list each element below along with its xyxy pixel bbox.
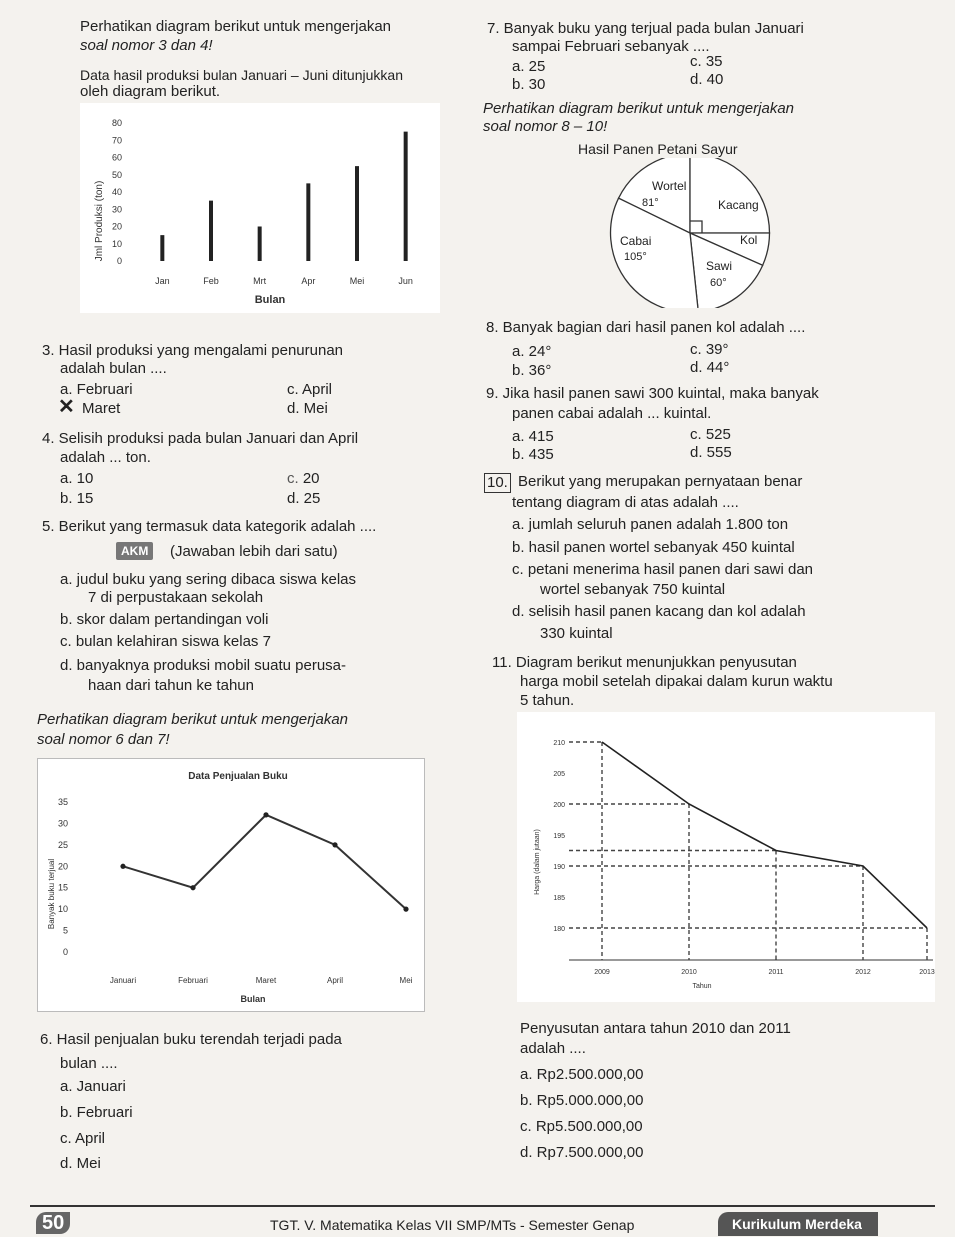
q3-line2: adalah bulan .... — [60, 360, 167, 377]
q5-option-a-line2: 7 di perpustakaan sekolah — [88, 589, 264, 606]
intro-q6-7-line1: Perhatikan diagram berikut untuk mengerjakan — [37, 711, 349, 728]
pie-label-sawi-deg: 60° — [710, 277, 727, 289]
sales-y-tick-label: 35 — [57, 797, 68, 807]
bar-y-tick-label: 60 — [111, 152, 122, 163]
q9-option-b[interactable]: b. 435 — [512, 446, 554, 463]
pie-label-wortel-deg: 81° — [642, 197, 659, 209]
q4-option-a[interactable]: a. 10 — [60, 470, 94, 487]
bar-y-tick-label: 30 — [111, 204, 122, 215]
car-depreciation-line-chart — [517, 712, 935, 1002]
car-x-tick-label: 2013 — [919, 969, 935, 976]
q5-line1: 5. Berikut yang termasuk data kategorik adalah .... — [42, 518, 377, 535]
sales-x-tick-label: Mei — [399, 976, 413, 985]
sales-series-line — [123, 815, 406, 909]
q11-after-line1: Penyusutan antara tahun 2010 dan 2011 — [520, 1020, 791, 1037]
production-bar — [258, 227, 262, 262]
q10-option-b[interactable]: b. hasil panen wortel sebanyak 450 kuintal — [512, 539, 795, 556]
bar-chart-ylabel: Jml Produksi (ton) — [94, 180, 105, 262]
intro-q3-4-line4: oleh diagram berikut. — [80, 83, 221, 100]
q10-option-a[interactable]: a. jumlah seluruh panen adalah 1.800 ton — [512, 516, 789, 533]
sales-x-tick-label: Maret — [255, 976, 277, 985]
footer-text: TGT. V. Matematika Kelas VII SMP/MTs - Semester Genap — [270, 1217, 635, 1233]
sales-data-point — [332, 842, 337, 847]
q4-option-c-value: 20 — [302, 470, 320, 487]
sales-y-tick-label: 10 — [57, 904, 68, 915]
car-chart-ylabel: Harga (dalam jutaan) — [534, 829, 541, 895]
bar-x-tick-label: Jan — [155, 276, 170, 286]
bar-y-tick-label: 80 — [111, 118, 122, 128]
bar-x-tick-label: Mei — [349, 276, 365, 286]
car-chart-xlabel: Tahun — [692, 983, 712, 990]
bar-x-tick-label: Mrt — [253, 276, 267, 286]
curriculum-badge: Kurikulum Merdeka — [718, 1212, 878, 1236]
q3-option-c[interactable]: c. April — [287, 381, 333, 398]
q10-option-d-line1[interactable]: d. selisih hasil panen kacang dan kol adalah — [512, 603, 806, 620]
q5-option-d-line2: haan dari tahun ke tahun — [88, 677, 254, 694]
q9-line1: 9. Jika hasil panen sawi 300 kuintal, maka banyak — [486, 385, 819, 402]
sales-y-tick-label: 25 — [57, 839, 68, 850]
q9-option-d[interactable]: d. 555 — [690, 444, 732, 461]
q5-option-b[interactable]: b. skor dalam pertandingan voli — [60, 611, 269, 628]
q6-line2: bulan .... — [60, 1055, 118, 1072]
q8-option-c[interactable]: c. 39° — [690, 341, 729, 358]
sales-x-tick-label: Februari — [178, 976, 208, 985]
pie-chart-svg — [600, 158, 780, 308]
q6-option-d[interactable]: d. Mei — [60, 1155, 101, 1172]
q5-option-d-line1[interactable]: d. banyaknya produksi mobil suatu perusa- — [60, 657, 346, 674]
q4-option-c[interactable] — [287, 470, 320, 488]
intro-q8-10-line2: soal nomor 8 – 10! — [483, 118, 608, 135]
pie-label-wortel: Wortel — [652, 179, 687, 193]
q10-option-c-line2: wortel sebanyak 750 kuintal — [540, 581, 726, 598]
sales-x-tick-label: Januari — [109, 976, 137, 985]
bar-x-tick-label: Apr — [301, 276, 316, 286]
intro-q3-4-line1: Perhatikan diagram berikut untuk mengerjakan — [80, 18, 392, 35]
q11-after-line2: adalah .... — [520, 1040, 586, 1057]
sales-x-tick-label: April — [326, 976, 344, 985]
q11-line1: 11. Diagram berikut menunjukkan penyusutan — [492, 654, 797, 671]
car-x-tick-label: 2011 — [768, 969, 784, 976]
q3-line1: 3. Hasil produksi yang mengalami penurunan — [42, 342, 344, 359]
q7-option-d[interactable]: d. 40 — [690, 71, 724, 88]
intro-q6-7-line2: soal nomor 6 dan 7! — [37, 731, 170, 748]
pie-label-sawi: Sawi — [706, 259, 733, 273]
q6-option-a[interactable]: a. Januari — [60, 1078, 126, 1095]
q3-option-d[interactable]: d. Mei — [287, 400, 328, 417]
q7-line1: 7. Banyak buku yang terjual pada bulan Januari — [487, 20, 804, 37]
car-x-tick-label: 2012 — [855, 969, 871, 976]
q7-option-c[interactable]: c. 35 — [690, 53, 723, 70]
bar-x-tick-label: Feb — [203, 276, 219, 286]
q4-option-b[interactable]: b. 15 — [60, 490, 94, 507]
q11-option-b[interactable]: b. Rp5.000.000,00 — [520, 1092, 644, 1109]
akm-badge: AKM — [116, 542, 153, 560]
bar-y-tick-label: 10 — [111, 238, 122, 249]
q11-line2: harga mobil setelah dipakai dalam kurun waktu — [520, 673, 833, 690]
q9-option-c[interactable]: c. 525 — [690, 426, 731, 443]
q7-option-b[interactable]: b. 30 — [512, 76, 546, 93]
sales-y-tick-label: 0 — [62, 947, 68, 957]
q7-line2: sampai Februari sebanyak .... — [512, 38, 710, 55]
pie-label-kol: Kol — [740, 233, 758, 247]
sales-y-tick-label: 20 — [57, 861, 68, 872]
q10-number-box: 10. — [484, 473, 511, 493]
sales-data-point — [263, 812, 268, 817]
q10-option-d-line2: 330 kuintal — [540, 625, 613, 642]
bar-chart-xlabel: Bulan — [254, 294, 286, 306]
handwritten-check-mark-icon: c. — [287, 470, 299, 487]
sales-data-point — [120, 864, 125, 869]
bar-y-tick-label: 0 — [116, 256, 122, 266]
q6-option-b[interactable]: b. Februari — [60, 1104, 133, 1121]
production-bar-chart — [80, 103, 440, 313]
q7-option-a[interactable]: a. 25 — [512, 58, 546, 75]
car-y-tick-label: 205 — [553, 771, 565, 778]
production-bar — [404, 132, 408, 261]
book-sales-line-chart — [37, 758, 425, 1012]
q5-option-a-line1[interactable]: a. judul buku yang sering dibaca siswa kelas — [60, 571, 357, 588]
pie-label-cabai: Cabai — [620, 234, 652, 248]
car-x-tick-label: 2009 — [594, 969, 610, 976]
q5-note: (Jawaban lebih dari satu) — [170, 543, 338, 560]
sales-chart-ylabel: Banyak buku terjual — [47, 858, 56, 930]
car-y-tick-label: 190 — [553, 864, 565, 871]
q8-option-d[interactable]: d. 44° — [690, 359, 730, 376]
production-bar — [355, 166, 359, 261]
q9-option-a[interactable]: a. 415 — [512, 428, 554, 445]
q6-line1: 6. Hasil penjualan buku terendah terjadi pada — [40, 1031, 342, 1048]
q8-line1: 8. Banyak bagian dari hasil panen kol adalah .... — [486, 319, 806, 336]
car-y-tick-label: 185 — [553, 895, 565, 902]
production-bar — [209, 201, 213, 261]
sales-chart-xlabel: Bulan — [240, 994, 266, 1004]
car-y-tick-label: 195 — [553, 833, 565, 840]
pie-label-kacang: Kacang — [718, 198, 759, 212]
sales-chart-svg — [38, 759, 424, 1011]
q5-option-c[interactable]: c. bulan kelahiran siswa kelas 7 — [60, 633, 271, 650]
bar-y-tick-label: 50 — [111, 169, 122, 180]
q11-option-c[interactable]: c. Rp5.500.000,00 — [520, 1118, 643, 1135]
q9-line2: panen cabai adalah ... kuintal. — [512, 405, 712, 422]
sales-chart-title: Data Penjualan Buku — [188, 771, 288, 782]
car-x-tick-label: 2010 — [681, 969, 697, 976]
bar-y-tick-label: 20 — [111, 221, 122, 232]
q10-line2: tentang diagram di atas adalah .... — [512, 494, 739, 511]
q8-option-b[interactable]: b. 36° — [512, 362, 552, 379]
bar-y-tick-label: 70 — [111, 135, 122, 146]
production-bar — [306, 183, 310, 261]
q3-option-a[interactable]: a. Februari — [60, 381, 133, 398]
intro-q3-4-line3: Data hasil produksi bulan Januari – Juni ditunjukkan — [80, 67, 403, 83]
pie-label-cabai-deg: 105° — [624, 251, 647, 263]
sales-data-point — [403, 907, 408, 912]
q10-line1: Berikut yang merupakan pernyataan benar — [518, 473, 803, 490]
q11-line3: 5 tahun. — [520, 692, 575, 709]
q3-option-b[interactable]: Maret — [82, 400, 121, 417]
production-bar — [160, 235, 164, 261]
car-price-line — [602, 742, 927, 928]
q4-option-d[interactable]: d. 25 — [287, 490, 321, 507]
intro-q8-10-line1: Perhatikan diagram berikut untuk mengerjakan — [483, 100, 795, 117]
pie-title: Hasil Panen Petani Sayur — [578, 141, 738, 157]
intro-q3-4-line2: soal nomor 3 dan 4! — [80, 37, 213, 54]
q8-option-a[interactable]: a. 24° — [512, 343, 552, 360]
bar-chart-svg — [80, 103, 440, 313]
car-chart-svg — [517, 712, 935, 1002]
q6-option-c[interactable]: c. April — [60, 1130, 106, 1147]
q4-line2: adalah ... ton. — [60, 449, 151, 466]
cross-mark-icon: ✕ — [58, 396, 75, 418]
q11-option-a[interactable]: a. Rp2.500.000,00 — [520, 1066, 644, 1083]
car-y-tick-label: 210 — [553, 740, 565, 747]
car-y-tick-label: 180 — [553, 926, 565, 933]
page-number: 50 — [36, 1212, 70, 1234]
harvest-pie-chart — [600, 158, 780, 308]
bar-y-tick-label: 40 — [111, 187, 122, 197]
sales-y-tick-label: 15 — [57, 882, 68, 893]
sales-y-tick-label: 5 — [62, 925, 68, 936]
car-y-tick-label: 200 — [553, 802, 565, 809]
sales-data-point — [190, 885, 195, 890]
bar-x-tick-label: Jun — [398, 276, 413, 286]
q11-option-d[interactable]: d. Rp7.500.000,00 — [520, 1144, 644, 1161]
q4-line1: 4. Selisih produksi pada bulan Januari dan April — [42, 430, 359, 447]
q10-option-c-line1[interactable]: c. petani menerima hasil panen dari sawi dan — [512, 561, 814, 578]
sales-y-tick-label: 30 — [57, 818, 68, 829]
